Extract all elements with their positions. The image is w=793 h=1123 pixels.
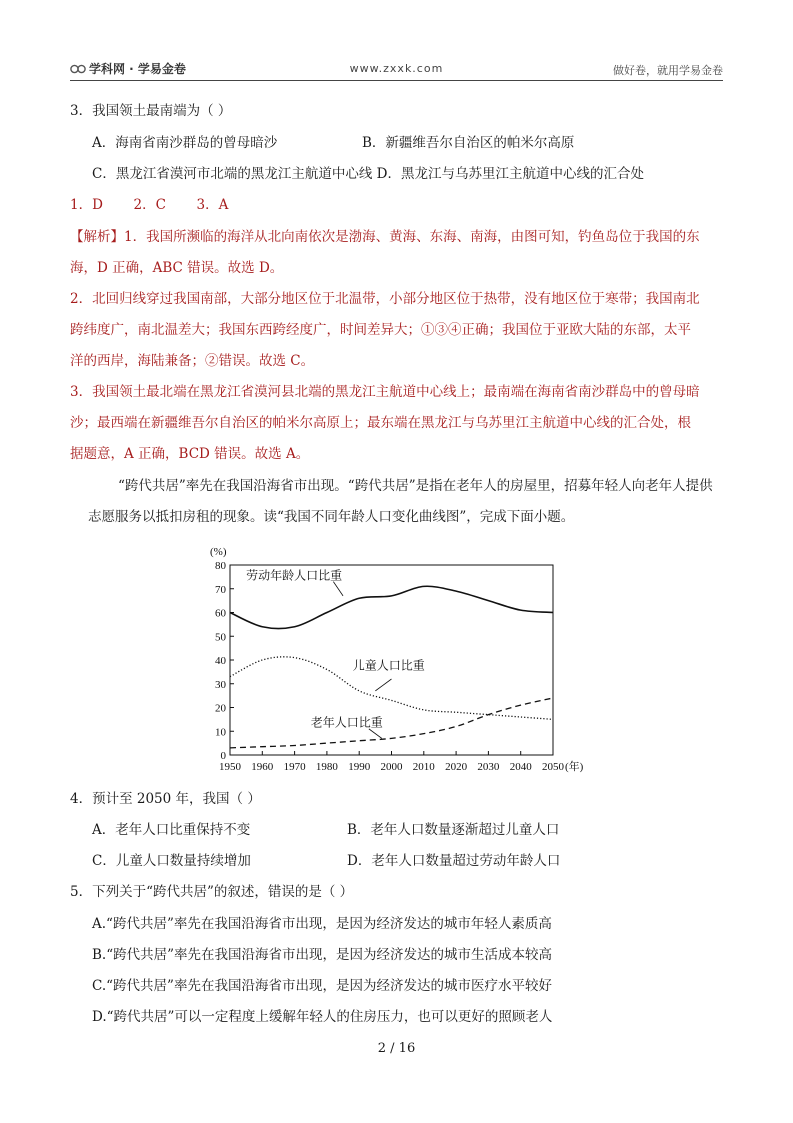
answer-3: 3．A: [196, 197, 229, 213]
passage-line: 志愿服务以抵扣房租的现象。读“我国不同年龄人口变化曲线图”，完成下面小题。: [88, 509, 575, 525]
q5-option-b: B.“跨代共居”率先在我国沿海省市出现，是因为经济发达的城市生活成本较高: [92, 947, 553, 963]
y-tick-label: 80: [215, 560, 226, 572]
y-axis-label: (%): [210, 546, 227, 558]
y-tick-label: 40: [215, 655, 226, 667]
series-label: 儿童人口比重: [352, 658, 425, 673]
x-tick-label: 2040: [509, 761, 532, 773]
q3-option-b: B．新疆维吾尔自治区的帕米尔高原: [362, 135, 575, 151]
site-url[interactable]: www.zxxk.com: [349, 62, 444, 75]
analysis-line: 据题意，A 正确，BCD 错误。故选 A。: [70, 446, 310, 462]
x-tick-label: 2030: [477, 761, 500, 773]
population-chart: [208, 540, 608, 775]
y-tick-label: 70: [215, 583, 226, 596]
y-tick-label: 0: [220, 750, 226, 762]
y-tick-label: 60: [215, 607, 226, 620]
q4-options-row2: [92, 851, 692, 871]
label-leader-line: [375, 679, 391, 691]
series-line-dashed: [230, 698, 553, 748]
q4-stem: 4．预计至 2050 年，我国（ ）: [70, 791, 261, 807]
analysis-line: 海，D 正确，ABC 错误。故选 D。: [70, 260, 284, 276]
page-header: [70, 58, 723, 81]
q4-option-c: C．儿童人口数量持续增加: [92, 853, 251, 869]
x-tick-label: 1970: [283, 761, 306, 773]
label-leader-line: [333, 582, 343, 596]
x-tick-label: 1950: [219, 761, 241, 773]
q4-option-d: D．老年人口数量超过劳动年龄人口: [347, 853, 561, 869]
x-tick-label: 2010: [412, 761, 435, 773]
q3-option-cd: C．黑龙江省漠河市北端的黑龙江主航道中心线 D．黑龙江与乌苏里江主航道中心线的汇合处: [92, 166, 644, 182]
analysis-line: 沙；最西端在新疆维吾尔自治区的帕米尔高原上；最东端在黑龙江与乌苏里江主航道中心线的汇合处，根: [70, 415, 691, 431]
analysis-line: 【解析】1．我国所濒临的海洋从北向南依次是渤海、黄海、东海、南海，由图可知，钓鱼岛位于我国的东: [70, 229, 700, 245]
series-label: 老年人口比重: [310, 715, 383, 730]
y-tick-label: 20: [215, 702, 226, 715]
passage-line: “跨代共居”率先在我国沿海省市出现。“跨代共居”是指在老年人的房屋里，招募年轻人向老年人提供: [118, 478, 713, 494]
q5-option-c: C.“跨代共居”率先在我国沿海省市出现，是因为经济发达的城市医疗水平较好: [92, 978, 552, 994]
x-tick-label: 1990: [348, 761, 371, 773]
x-tick-label: 1980: [315, 761, 338, 773]
analysis-line: 跨纬度广，南北温差大；我国东西跨经度广，时间差异大；①③④正确；我国位于亚欧大陆的东部，太平: [70, 322, 691, 338]
q5-stem: 5．下列关于“跨代共居”的叙述，错误的是（ ）: [70, 884, 354, 900]
q4-option-b: B．老年人口数量逐渐超过儿童人口: [347, 822, 560, 838]
q4-options-row1: [92, 820, 692, 840]
x-axis-label: (年): [565, 761, 584, 773]
q4-option-a: A．老年人口比重保持不变: [92, 822, 251, 838]
series-line-solid: [230, 586, 553, 628]
answer-1: 1．D: [70, 197, 103, 213]
q3-stem: 3．我国领土最南端为（ ）: [70, 103, 232, 119]
q3-options-row1: [92, 133, 692, 153]
header-slogan: 做好卷，就用学易金卷: [613, 64, 723, 77]
page-number: 2 / 16: [377, 1041, 416, 1056]
y-tick-label: 30: [215, 678, 226, 691]
x-tick-label: 2000: [380, 761, 403, 773]
x-tick-label: 2020: [445, 761, 468, 773]
q3-option-a: A．海南省南沙群岛的曾母暗沙: [92, 135, 278, 151]
x-tick-label: 2050: [542, 761, 564, 773]
logo-text: 学科网 · 学易金卷: [89, 62, 186, 76]
answer-key: [70, 195, 228, 215]
analysis-line: 洋的西岸，海陆兼备；②错误。故选 C。: [70, 353, 315, 369]
answer-2: 2．C: [133, 197, 166, 213]
y-tick-label: 50: [215, 631, 226, 644]
y-tick-label: 10: [215, 726, 226, 739]
label-leader-line: [369, 729, 382, 739]
analysis-line: 3．我国领土最北端在黑龙江省漠河县北端的黑龙江主航道中心线上；最南端在海南省南沙群岛中的曾母暗: [70, 384, 700, 400]
analysis-line: 2．北回归线穿过我国南部，大部分地区位于北温带，小部分地区位于热带，没有地区位于寒带；我国南北: [70, 291, 700, 307]
x-tick-label: 1960: [251, 761, 274, 773]
q5-option-d: D.“跨代共居”可以一定程度上缓解年轻人的住房压力，也可以更好的照顾老人: [92, 1009, 553, 1025]
series-label: 劳动年龄人口比重: [246, 568, 343, 583]
q5-option-a: A.“跨代共居”率先在我国沿海省市出现，是因为经济发达的城市年轻人素质高: [92, 916, 552, 932]
